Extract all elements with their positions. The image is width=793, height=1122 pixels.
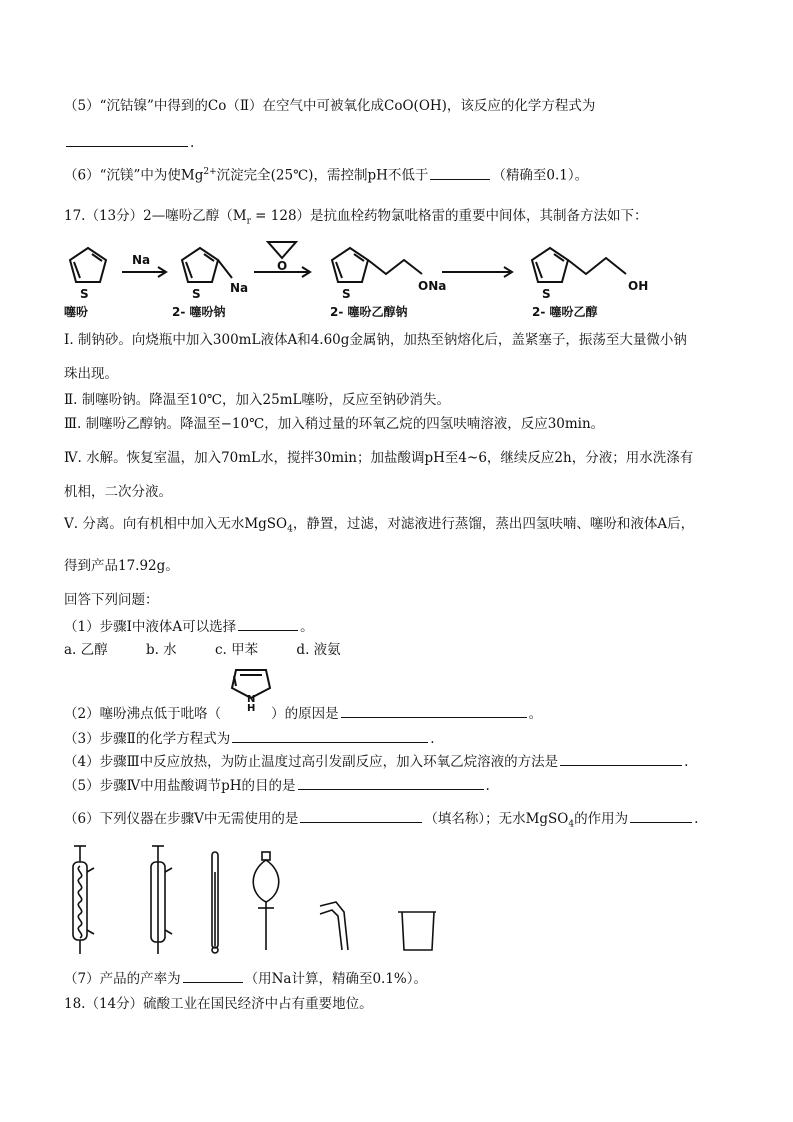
step2-line xyxy=(64,390,450,410)
step4-line1 xyxy=(64,448,693,468)
answer-blank[interactable] xyxy=(430,165,490,180)
option-d[interactable]: d. 液氨 xyxy=(296,642,341,658)
q6-post: （精确至0.1）。 xyxy=(492,167,589,184)
answer-blank[interactable] xyxy=(238,616,298,631)
sub-q7-pre: （7）产品的产率为 xyxy=(64,971,181,987)
q17-header xyxy=(64,206,648,232)
apparatus-figure xyxy=(64,842,444,960)
q6-sup: 2+ xyxy=(203,167,217,177)
label-thiophene-ethanol: 2- 噻吩乙醇 xyxy=(532,305,598,319)
q5-line2 xyxy=(64,132,194,153)
sub-q2-pre: （2）噻吩沸点低于吡咯（ xyxy=(64,706,222,722)
answer-blank[interactable] xyxy=(560,751,682,766)
sub-q2 xyxy=(64,703,542,724)
q18-header xyxy=(64,994,373,1014)
step3-line xyxy=(64,414,604,434)
step5-line1 xyxy=(64,514,694,540)
sub-q7 xyxy=(64,968,427,989)
label-thiophene: 噻吩 xyxy=(64,305,89,319)
sub-q6 xyxy=(64,808,698,835)
sub-q4 xyxy=(64,751,688,772)
option-c[interactable]: c. 甲苯 xyxy=(214,642,259,658)
step2-text: Ⅱ. 制噻吩钠。降温至10℃，加入25mL噻吩，反应至钠砂消失。 xyxy=(64,392,450,408)
straight-condenser-icon xyxy=(151,846,172,954)
atom-o-epoxide: O xyxy=(277,259,288,273)
sub-q3-text: （3）步骤Ⅱ的化学方程式为 xyxy=(64,731,231,747)
sub-q6-sub: 4 xyxy=(568,819,575,830)
sub-q6-post: 的作用为 xyxy=(574,811,629,827)
q17-head-pre: 17.（13分）2—噻吩乙醇（M xyxy=(64,208,247,224)
thermometer-icon xyxy=(212,852,218,953)
atom-oh: OH xyxy=(628,279,649,293)
atom-na: Na xyxy=(230,281,249,295)
answer-blank[interactable] xyxy=(66,132,188,147)
sub-q5-text: （5）步骤Ⅳ中用盐酸调节pH的目的是 xyxy=(64,778,296,794)
option-a[interactable]: a. 乙醇 xyxy=(64,642,108,658)
step5-sub: 4 xyxy=(287,524,293,535)
sub-q4-end: . xyxy=(684,754,689,770)
adapter-icon xyxy=(320,902,348,950)
answer-blank[interactable] xyxy=(300,808,422,823)
label-thiophene-sodium: 2- 噻吩钠 xyxy=(172,305,226,319)
atom-s-1: S xyxy=(80,287,89,301)
sub-q1-end: 。 xyxy=(300,619,314,635)
step1-line1 xyxy=(64,330,687,350)
sub-q1-options xyxy=(64,640,375,660)
answer-intro-text: 回答下列问题： xyxy=(64,592,159,608)
step4-text-2: 机相，二次分液。 xyxy=(64,484,172,500)
step1-line2 xyxy=(64,364,118,384)
q17-head-post: = 128）是抗血栓药物氯吡格雷的重要中间体，其制备方法如下： xyxy=(250,208,648,224)
sub-q1-text: （1）步骤Ⅰ中液体A可以选择 xyxy=(64,619,237,635)
sub-q6-end: . xyxy=(694,811,699,827)
option-b[interactable]: b. 水 xyxy=(145,642,177,658)
reaction-scheme xyxy=(60,234,665,324)
thiophene-ethanol-sodium-structure xyxy=(332,248,422,282)
beaker-icon xyxy=(398,912,436,950)
sub-q6-pre: （6）下列仪器在步骤Ⅴ中无需使用的是 xyxy=(64,811,299,827)
answer-blank[interactable] xyxy=(183,968,243,983)
sub-q5-end: . xyxy=(485,778,490,794)
thiophene-structure xyxy=(70,248,106,282)
sub-q2-post: ）的原因是 xyxy=(271,706,339,722)
q5-line1 xyxy=(64,96,595,116)
atom-s-4: S xyxy=(542,287,551,301)
step5-pre: Ⅴ. 分离。向有机相中加入无水MgSO xyxy=(64,516,288,532)
step4-line2 xyxy=(64,482,172,502)
step5-post: ，静置，过滤，对滤液进行蒸馏，蒸出四氢呋喃、噻吩和液体A后， xyxy=(292,516,695,532)
q18-head-text: 18.（14分）硫酸工业在国民经济中占有重要地位。 xyxy=(64,996,373,1012)
answer-blank[interactable] xyxy=(232,728,428,743)
step1-text: Ⅰ. 制钠砂。向烧瓶中加入300mL液体A和4.60g金属钠，加热至钠熔化后，盖紧塞子，振荡至大量微小钠 xyxy=(64,332,687,348)
atom-ona: ONa xyxy=(418,279,447,293)
sub-q4-text: （4）步骤Ⅲ中反应放热，为防止温度过高引发副反应，加入环氧乙烷溶液的方法是 xyxy=(64,754,559,770)
answer-intro xyxy=(64,590,159,610)
q6-pre: （6）“沉镁”中为使Mg xyxy=(64,167,204,184)
label-thiophene-ethanol-sodium: 2- 噻吩乙醇钠 xyxy=(330,305,408,319)
q17-head-sub: r xyxy=(246,216,251,227)
step5-text-2: 得到产品17.92g。 xyxy=(64,558,179,574)
thiophene-sodium-structure xyxy=(182,248,232,282)
ethylene-oxide-structure xyxy=(268,242,296,258)
atom-s-3: S xyxy=(342,287,351,301)
q5-end: . xyxy=(190,135,195,151)
thiophene-ethanol-structure xyxy=(532,248,626,282)
step5-line2 xyxy=(64,556,179,576)
pyrrole-h: H xyxy=(247,703,256,712)
sub-q1 xyxy=(64,616,314,637)
separatory-funnel-icon xyxy=(253,852,279,950)
reagent-na: Na xyxy=(132,253,151,267)
answer-blank[interactable] xyxy=(298,775,484,790)
sub-q3 xyxy=(64,728,435,749)
q6-line xyxy=(64,162,588,186)
q6-mid: 沉淀完全(25℃)，需控制pH不低于 xyxy=(216,167,429,184)
sub-q3-end: . xyxy=(430,731,435,747)
step4-text: Ⅳ. 水解。恢复室温，加入70mL水，搅拌30min；加盐酸调pH至4~6，继续反应2h，分液；用水洗涤有 xyxy=(64,450,694,466)
pyrrole-n: N xyxy=(247,694,256,705)
spiral-condenser-icon xyxy=(73,846,94,954)
sub-q7-post: （用Na计算，精确至0.1%）。 xyxy=(244,971,428,987)
atom-s-2: S xyxy=(192,287,201,301)
answer-blank[interactable] xyxy=(341,703,527,718)
q5-text: （5）“沉钴镍”中得到的Co（Ⅱ）在空气中可被氧化成CoO(OH)，该反应的化学方程式为 xyxy=(64,98,596,114)
step3-text: Ⅲ. 制噻吩乙醇钠。降温至−10℃，加入稍过量的环氧乙烷的四氢呋喃溶液，反应30min。 xyxy=(64,416,605,432)
answer-blank[interactable] xyxy=(630,808,692,823)
sub-q5 xyxy=(64,775,490,796)
sub-q2-end: 。 xyxy=(528,706,543,722)
sub-q6-mid: （填名称）；无水MgSO xyxy=(424,811,569,827)
step1-text-2: 珠出现。 xyxy=(64,366,118,382)
